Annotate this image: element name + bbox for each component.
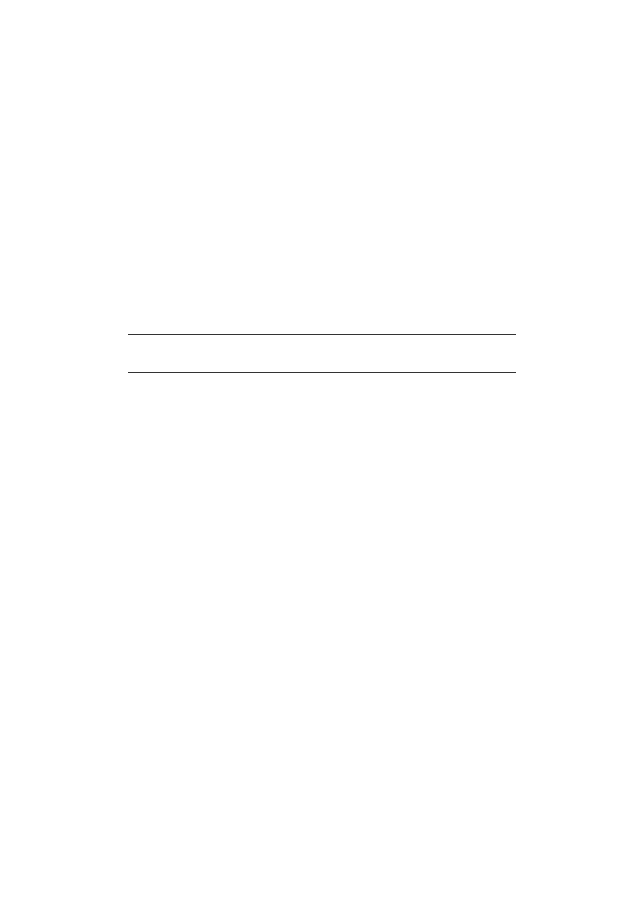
table-header-rule xyxy=(128,372,516,373)
table-top-rule xyxy=(128,334,516,335)
running-header xyxy=(98,50,548,68)
